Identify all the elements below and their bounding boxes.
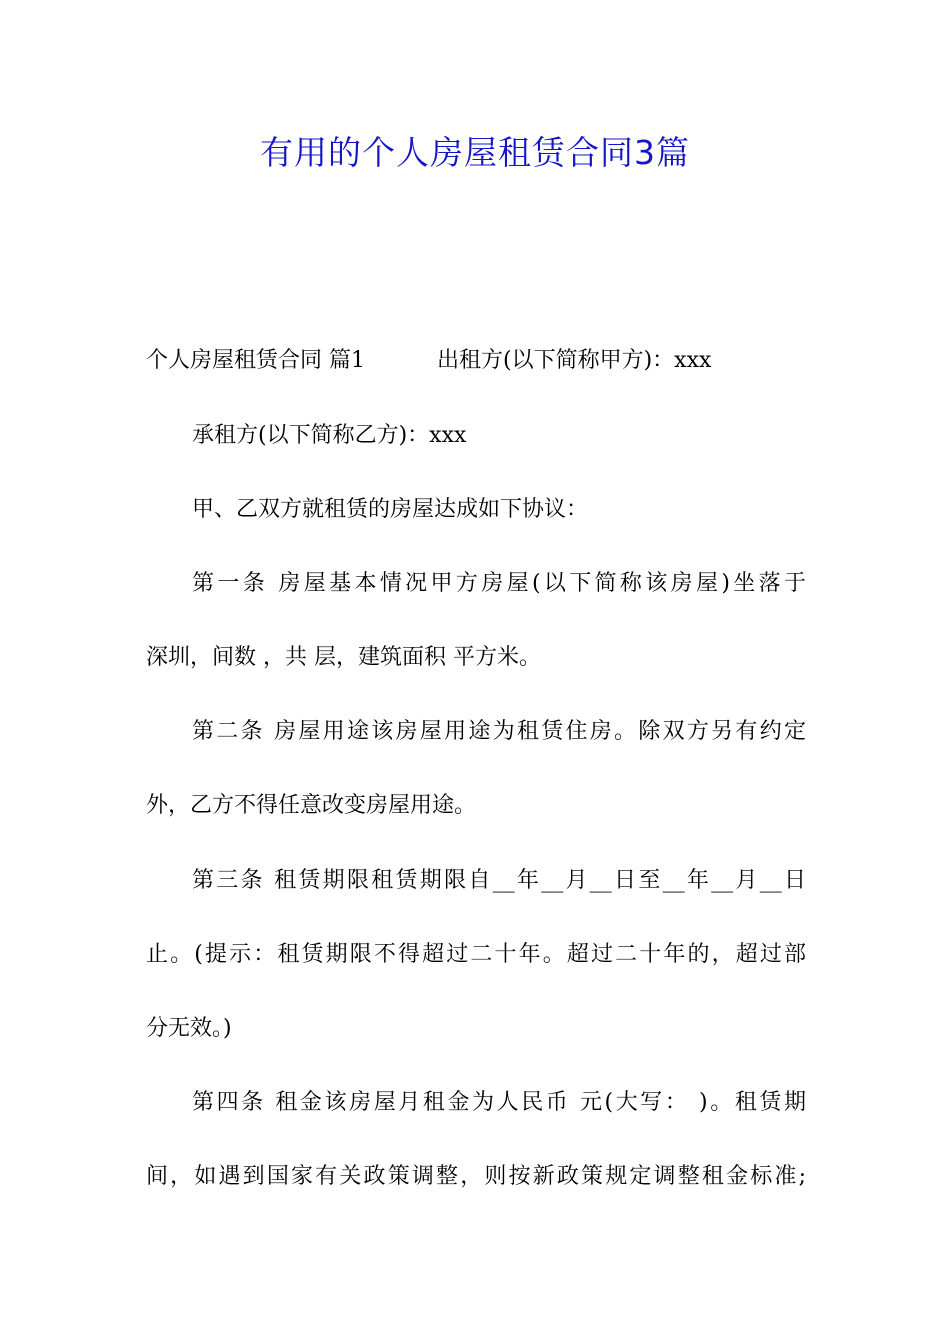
document-title: 有用的个人房屋租赁合同3篇 bbox=[260, 133, 690, 172]
section-heading: 个人房屋租赁合同 篇1 bbox=[146, 348, 365, 373]
paragraph-line: 分无效。) bbox=[146, 1016, 232, 1041]
paragraph-line: 深圳，间数 ，共 层，建筑面积 平方米。 bbox=[146, 645, 541, 670]
paragraph-line bbox=[146, 346, 806, 376]
paragraph-line: 承租方(以下简称乙方)：xxx bbox=[192, 423, 467, 448]
paragraph-line: 外，乙方不得任意改变房屋用途。 bbox=[146, 793, 477, 818]
paragraph-line: 间，如遇到国家有关政策调整，则按新政策规定调整租金标准; bbox=[146, 1164, 806, 1189]
lessor-text: 出租方(以下简称甲方)：xxx bbox=[437, 348, 712, 373]
paragraph-line: 甲、乙双方就租赁的房屋达成如下协议： bbox=[192, 497, 589, 522]
paragraph-line: 第四条 租金该房屋月租金为人民币 元(大写： )。租赁期 bbox=[192, 1090, 806, 1115]
paragraph-line: 第二条 房屋用途该房屋用途为租赁住房。除双方另有约定 bbox=[192, 719, 806, 744]
paragraph-line: 止。(提示：租赁期限不得超过二十年。超过二十年的，超过部 bbox=[146, 942, 806, 967]
paragraph-line: 第三条 租赁期限租赁期限自__年__月__日至__年__月__日 bbox=[192, 868, 806, 893]
paragraph-line: 第一条 房屋基本情况甲方房屋(以下简称该房屋)坐落于 bbox=[192, 571, 806, 596]
